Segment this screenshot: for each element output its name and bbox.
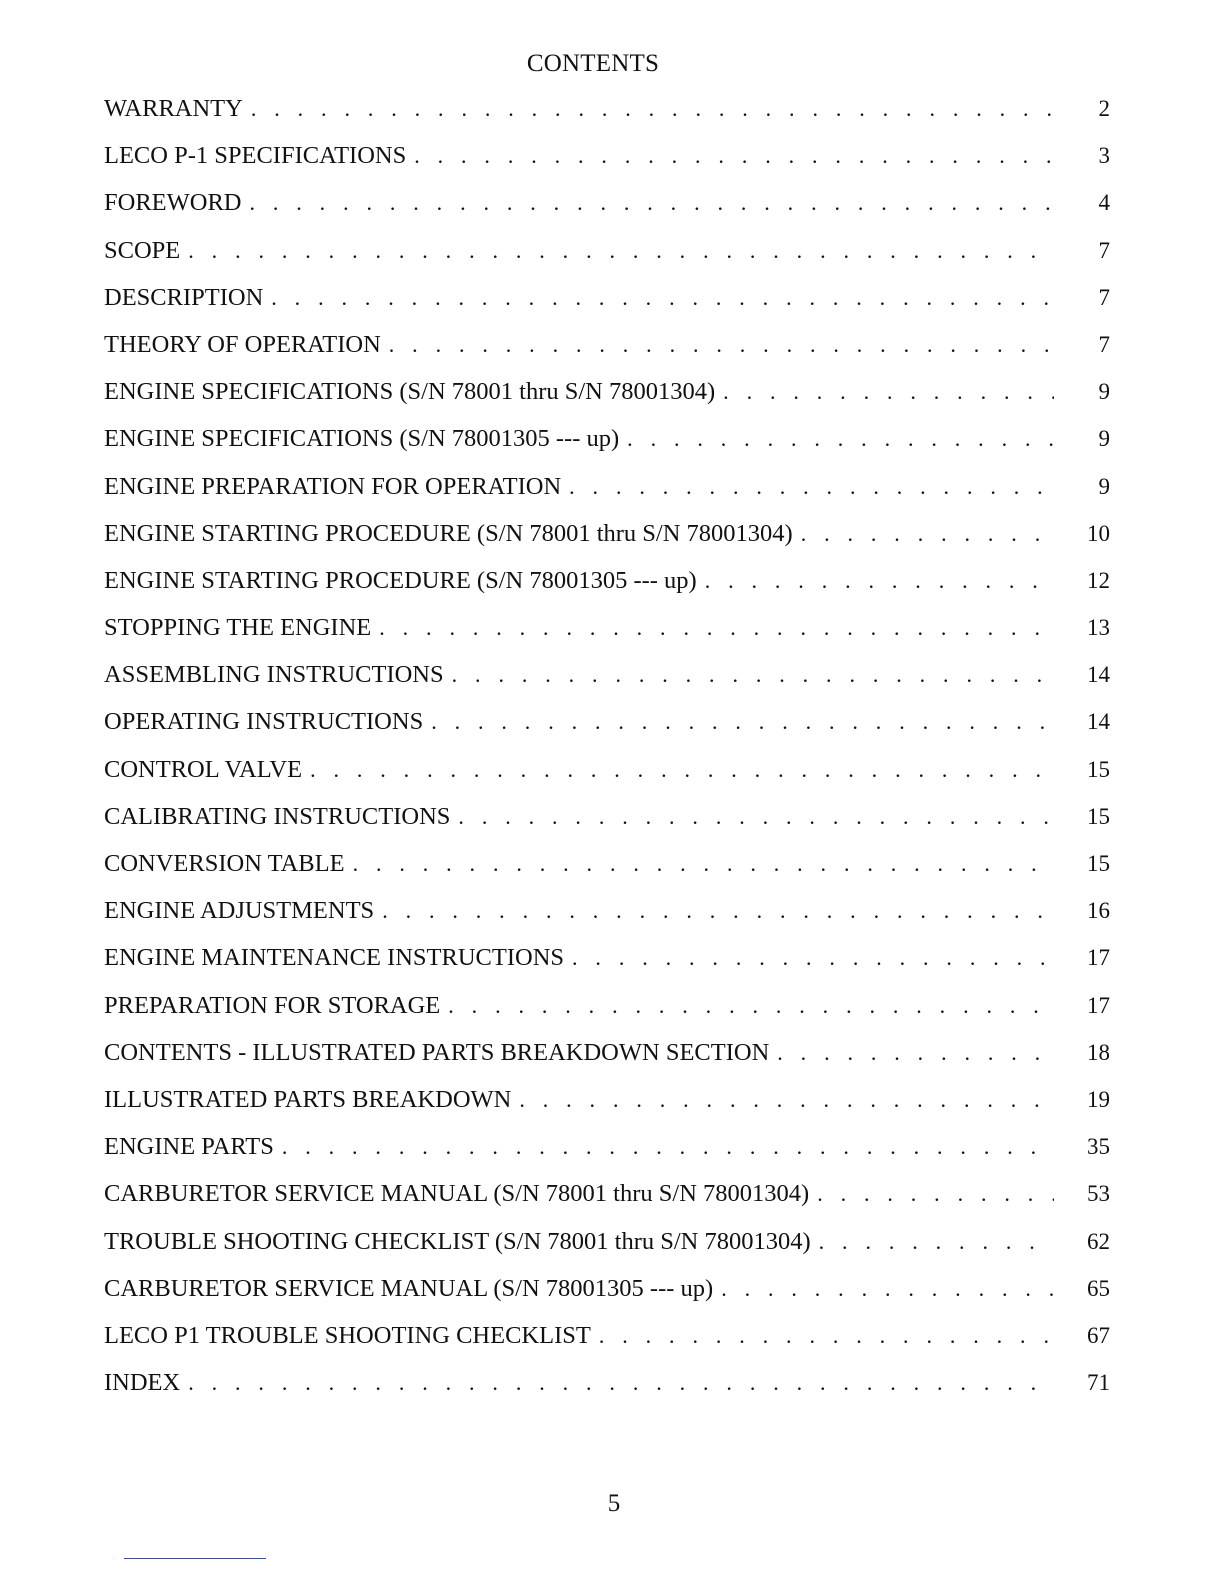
toc-entry-label: OPERATING INSTRUCTIONS (104, 708, 424, 736)
toc-entry-trouble-shooting-early (104, 1228, 1110, 1275)
table-of-contents (104, 95, 1110, 1416)
dot-leader (310, 757, 1054, 783)
dot-leader (519, 1087, 1054, 1113)
toc-entry-parts-breakdown-contents (104, 1039, 1110, 1086)
toc-entry-index (104, 1369, 1110, 1416)
dot-leader (777, 1040, 1054, 1066)
toc-entry-label: TROUBLE SHOOTING CHECKLIST (S/N 78001 thru S/N 78001304) (104, 1227, 811, 1255)
toc-entry-page: 9 (1098, 473, 1110, 499)
toc-entry-operating-instructions (104, 708, 1110, 755)
dot-leader (572, 945, 1054, 971)
toc-entry-maintenance-instructions (104, 944, 1110, 991)
toc-entry-page: 53 (1087, 1181, 1110, 1207)
toc-entry-label: ENGINE SPECIFICATIONS (S/N 78001305 --- up) (104, 425, 620, 453)
toc-entry-label: ENGINE STARTING PROCEDURE (S/N 78001 thru S/N 78001304) (104, 519, 793, 547)
toc-entry-page: 16 (1087, 898, 1110, 924)
toc-entry-label: CONTENTS - ILLUSTRATED PARTS BREAKDOWN SECTION (104, 1038, 770, 1066)
dot-leader (379, 615, 1054, 641)
toc-entry-specifications (104, 142, 1110, 189)
dot-leader (723, 379, 1054, 405)
dot-leader (452, 662, 1054, 688)
toc-entry-page: 2 (1098, 96, 1110, 121)
toc-entry-page: 19 (1087, 1086, 1110, 1112)
toc-entry-page: 15 (1087, 756, 1110, 782)
toc-entry-carburetor-manual-early (104, 1180, 1110, 1227)
dot-leader (188, 1370, 1054, 1396)
toc-entry-page: 17 (1087, 945, 1110, 971)
toc-entry-label: CARBURETOR SERVICE MANUAL (S/N 78001305 --- up) (104, 1274, 714, 1302)
toc-entry-page: 15 (1087, 851, 1110, 876)
toc-entry-page: 65 (1087, 1275, 1110, 1301)
dot-leader (721, 1276, 1054, 1302)
toc-entry-warranty (104, 95, 1110, 142)
toc-entry-page: 9 (1098, 379, 1110, 405)
toc-entry-label: ENGINE STARTING PROCEDURE (S/N 78001305 --- up) (104, 566, 697, 594)
toc-entry-page: 7 (1098, 284, 1110, 310)
dot-leader (705, 568, 1054, 594)
toc-entry-label: THEORY OF OPERATION (104, 330, 381, 358)
dot-leader (458, 804, 1054, 830)
dot-leader (817, 1181, 1054, 1207)
toc-entry-label: STOPPING THE ENGINE (104, 614, 372, 642)
toc-entry-label: LECO P-1 SPECIFICATIONS (104, 142, 407, 170)
toc-entry-description (104, 284, 1110, 331)
toc-entry-calibrating-instructions (104, 803, 1110, 850)
toc-entry-label: ENGINE ADJUSTMENTS (104, 897, 375, 925)
toc-entry-label: SCOPE (104, 236, 181, 264)
toc-entry-label: LECO P1 TROUBLE SHOOTING CHECKLIST (104, 1321, 591, 1349)
toc-entry-label: FOREWORD (104, 189, 242, 217)
toc-entry-engine-parts (104, 1133, 1110, 1180)
toc-entry-preparation-for-storage (104, 992, 1110, 1039)
toc-entry-page: 9 (1098, 426, 1110, 452)
dot-leader (271, 285, 1054, 311)
toc-entry-label: PREPARATION FOR STORAGE (104, 991, 441, 1019)
toc-entry-page: 13 (1087, 615, 1110, 641)
toc-entry-page: 67 (1087, 1322, 1110, 1348)
toc-entry-carburetor-manual-late (104, 1275, 1110, 1322)
page-number: 5 (607, 1490, 621, 1517)
toc-entry-page: 10 (1087, 520, 1110, 546)
toc-entry-page: 14 (1087, 709, 1110, 735)
toc-entry-page: 18 (1087, 1039, 1110, 1065)
toc-entry-label: ENGINE PREPARATION FOR OPERATION (104, 472, 562, 500)
toc-entry-label: WARRANTY (104, 95, 243, 122)
toc-entry-page: 12 (1087, 567, 1110, 593)
toc-entry-illustrated-parts-breakdown (104, 1086, 1110, 1133)
dot-leader (627, 426, 1054, 452)
toc-entry-starting-procedure-early (104, 520, 1110, 567)
toc-entry-p1-trouble-shooting (104, 1322, 1110, 1369)
toc-entry-page: 15 (1087, 803, 1110, 829)
toc-entry-label: ASSEMBLING INSTRUCTIONS (104, 661, 444, 689)
toc-entry-engine-specifications-early (104, 378, 1110, 425)
toc-entry-starting-procedure-late (104, 567, 1110, 614)
toc-entry-page: 35 (1087, 1134, 1110, 1160)
toc-entry-label: CALIBRATING INSTRUCTIONS (104, 802, 451, 830)
toc-entry-stopping-engine (104, 614, 1110, 661)
dot-leader (448, 993, 1054, 1019)
dot-leader (282, 1134, 1054, 1160)
toc-entry-page: 14 (1087, 662, 1110, 688)
footer-rule (124, 1558, 266, 1559)
toc-entry-label: ENGINE SPECIFICATIONS (S/N 78001 thru S/N 78001304) (104, 378, 716, 406)
dot-leader (431, 709, 1054, 735)
toc-entry-label: DESCRIPTION (104, 283, 264, 311)
dot-leader (382, 898, 1054, 924)
dot-leader (801, 521, 1054, 547)
toc-entry-label: ENGINE PARTS (104, 1133, 274, 1161)
toc-entry-page: 71 (1087, 1370, 1110, 1396)
toc-entry-engine-specifications-late (104, 425, 1110, 472)
toc-entry-label: INDEX (104, 1369, 181, 1397)
dot-leader (188, 238, 1054, 264)
dot-leader (389, 332, 1054, 358)
toc-entry-control-valve (104, 756, 1110, 803)
dot-leader (414, 143, 1054, 169)
dot-leader (353, 851, 1054, 877)
toc-entry-page: 17 (1087, 992, 1110, 1018)
toc-entry-engine-preparation (104, 473, 1110, 520)
toc-entry-page: 3 (1098, 143, 1110, 169)
toc-entry-label: CONVERSION TABLE (104, 850, 345, 877)
toc-entry-page: 62 (1087, 1228, 1110, 1254)
toc-entry-conversion-table (104, 850, 1110, 897)
toc-entry-label: CARBURETOR SERVICE MANUAL (S/N 78001 thru S/N 78001304) (104, 1180, 810, 1208)
toc-entry-page: 4 (1098, 190, 1110, 216)
dot-leader (569, 474, 1054, 500)
toc-entry-foreword (104, 189, 1110, 236)
dot-leader (251, 96, 1054, 122)
dot-leader (819, 1229, 1054, 1255)
toc-entry-label: ILLUSTRATED PARTS BREAKDOWN (104, 1085, 512, 1113)
toc-entry-label: ENGINE MAINTENANCE INSTRUCTIONS (104, 944, 565, 972)
toc-entry-theory-of-operation (104, 331, 1110, 378)
dot-leader (249, 190, 1054, 216)
toc-entry-engine-adjustments (104, 897, 1110, 944)
toc-entry-scope (104, 237, 1110, 284)
page-title: CONTENTS (526, 50, 660, 77)
toc-entry-label: CONTROL VALVE (104, 755, 303, 783)
toc-entry-page: 7 (1098, 237, 1110, 263)
toc-entry-assembling-instructions (104, 661, 1110, 708)
dot-leader (599, 1323, 1054, 1349)
toc-entry-page: 7 (1098, 331, 1110, 357)
